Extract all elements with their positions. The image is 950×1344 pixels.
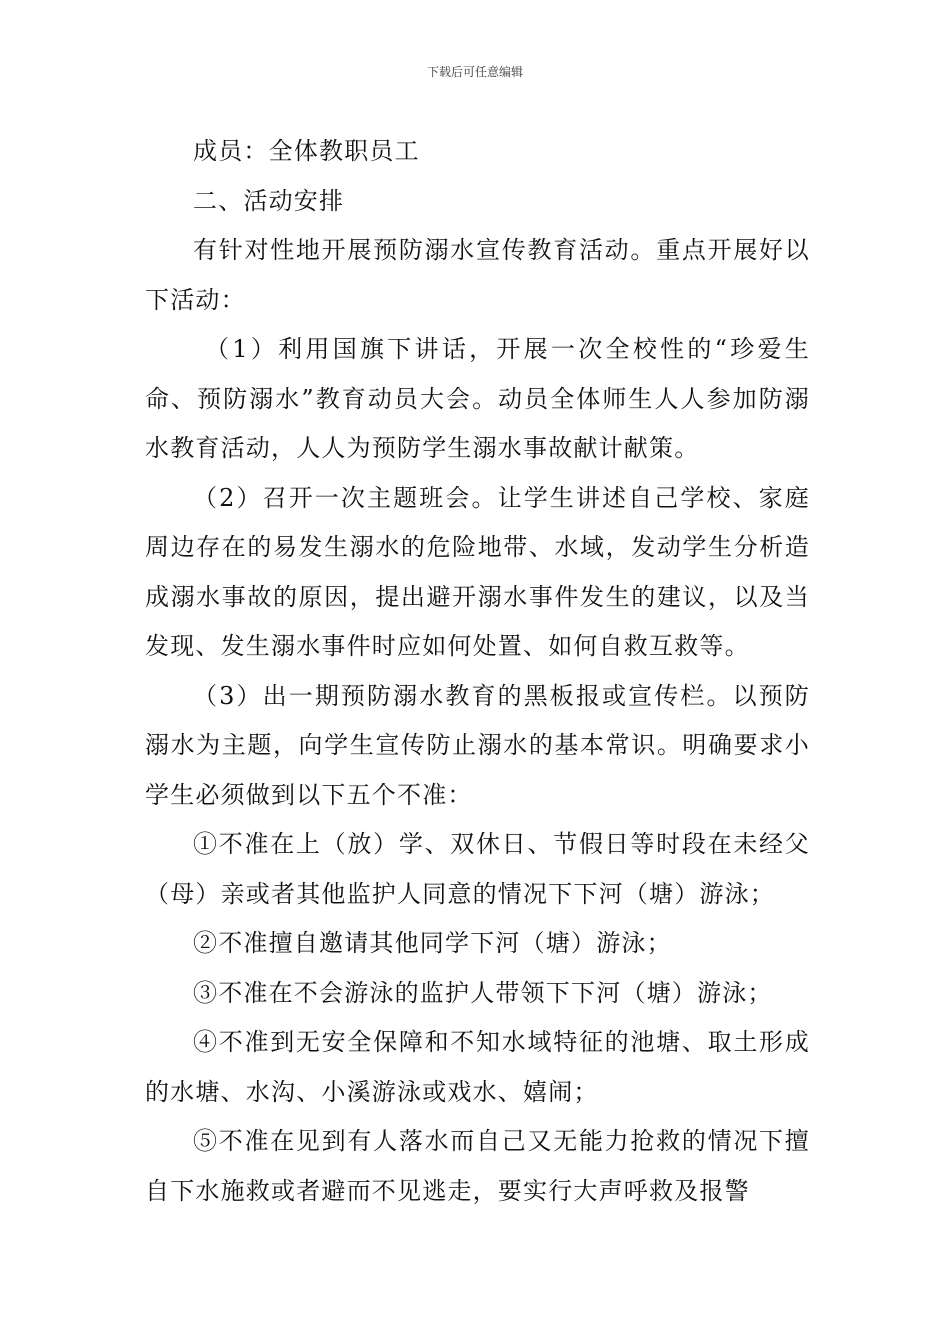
rule-item-1: ①不准在上（放）学、双休日、节假日等时段在未经父（母）亲或者其他监护人同意的情况下下河（塘）游泳； xyxy=(145,830,810,908)
page-header: 下载后可任意编辑 xyxy=(426,65,523,79)
paragraph-intro: 有针对性地开展预防溺水宣传教育活动。重点开展好以下活动： xyxy=(145,236,810,314)
rule-item-3: ③不准在不会游泳的监护人带领下下河（塘）游泳； xyxy=(193,978,773,1007)
document-body xyxy=(145,127,810,1216)
paragraph-members: 成员：全体教职员工 xyxy=(193,137,420,165)
rule-item-5: ⑤不准在见到有人落水而自己又无能力抢救的情况下擅自下水施救或者避而不见逃走，要实行大声呼救及报警 xyxy=(145,1127,810,1205)
paragraph-item-3: （3）出一期预防溺水教育的黑板报或宣传栏。以预防溺水为主题，向学生宣传防止溺水的基本常识。明确要求小学生必须做到以下五个不准： xyxy=(145,681,810,809)
paragraph-item-2: （2）召开一次主题班会。让学生讲述自己学校、家庭周边存在的易发生溺水的危险地带、水域，发动学生分析造成溺水事故的原因，提出避开溺水事件发生的建议，以及当发现、发生溺水事件时应如何处置、如何自救互救等。 xyxy=(145,483,810,660)
rule-item-2: ②不准擅自邀请其他同学下河（塘）游泳； xyxy=(193,929,672,957)
paragraph-item-1: （1）利用国旗下讲话，开展一次全校性的“珍爱生命、预防溺水”教育动员大会。动员全体师生人人参加防溺水教育活动，人人为预防学生溺水事故献计献策。 xyxy=(145,335,810,462)
rule-item-4: ④不准到无安全保障和不知水域特征的池塘、取土形成的水塘、水沟、小溪游泳或戏水、嬉闹； xyxy=(145,1028,810,1106)
section-heading-activities: 二、活动安排 xyxy=(193,186,345,215)
